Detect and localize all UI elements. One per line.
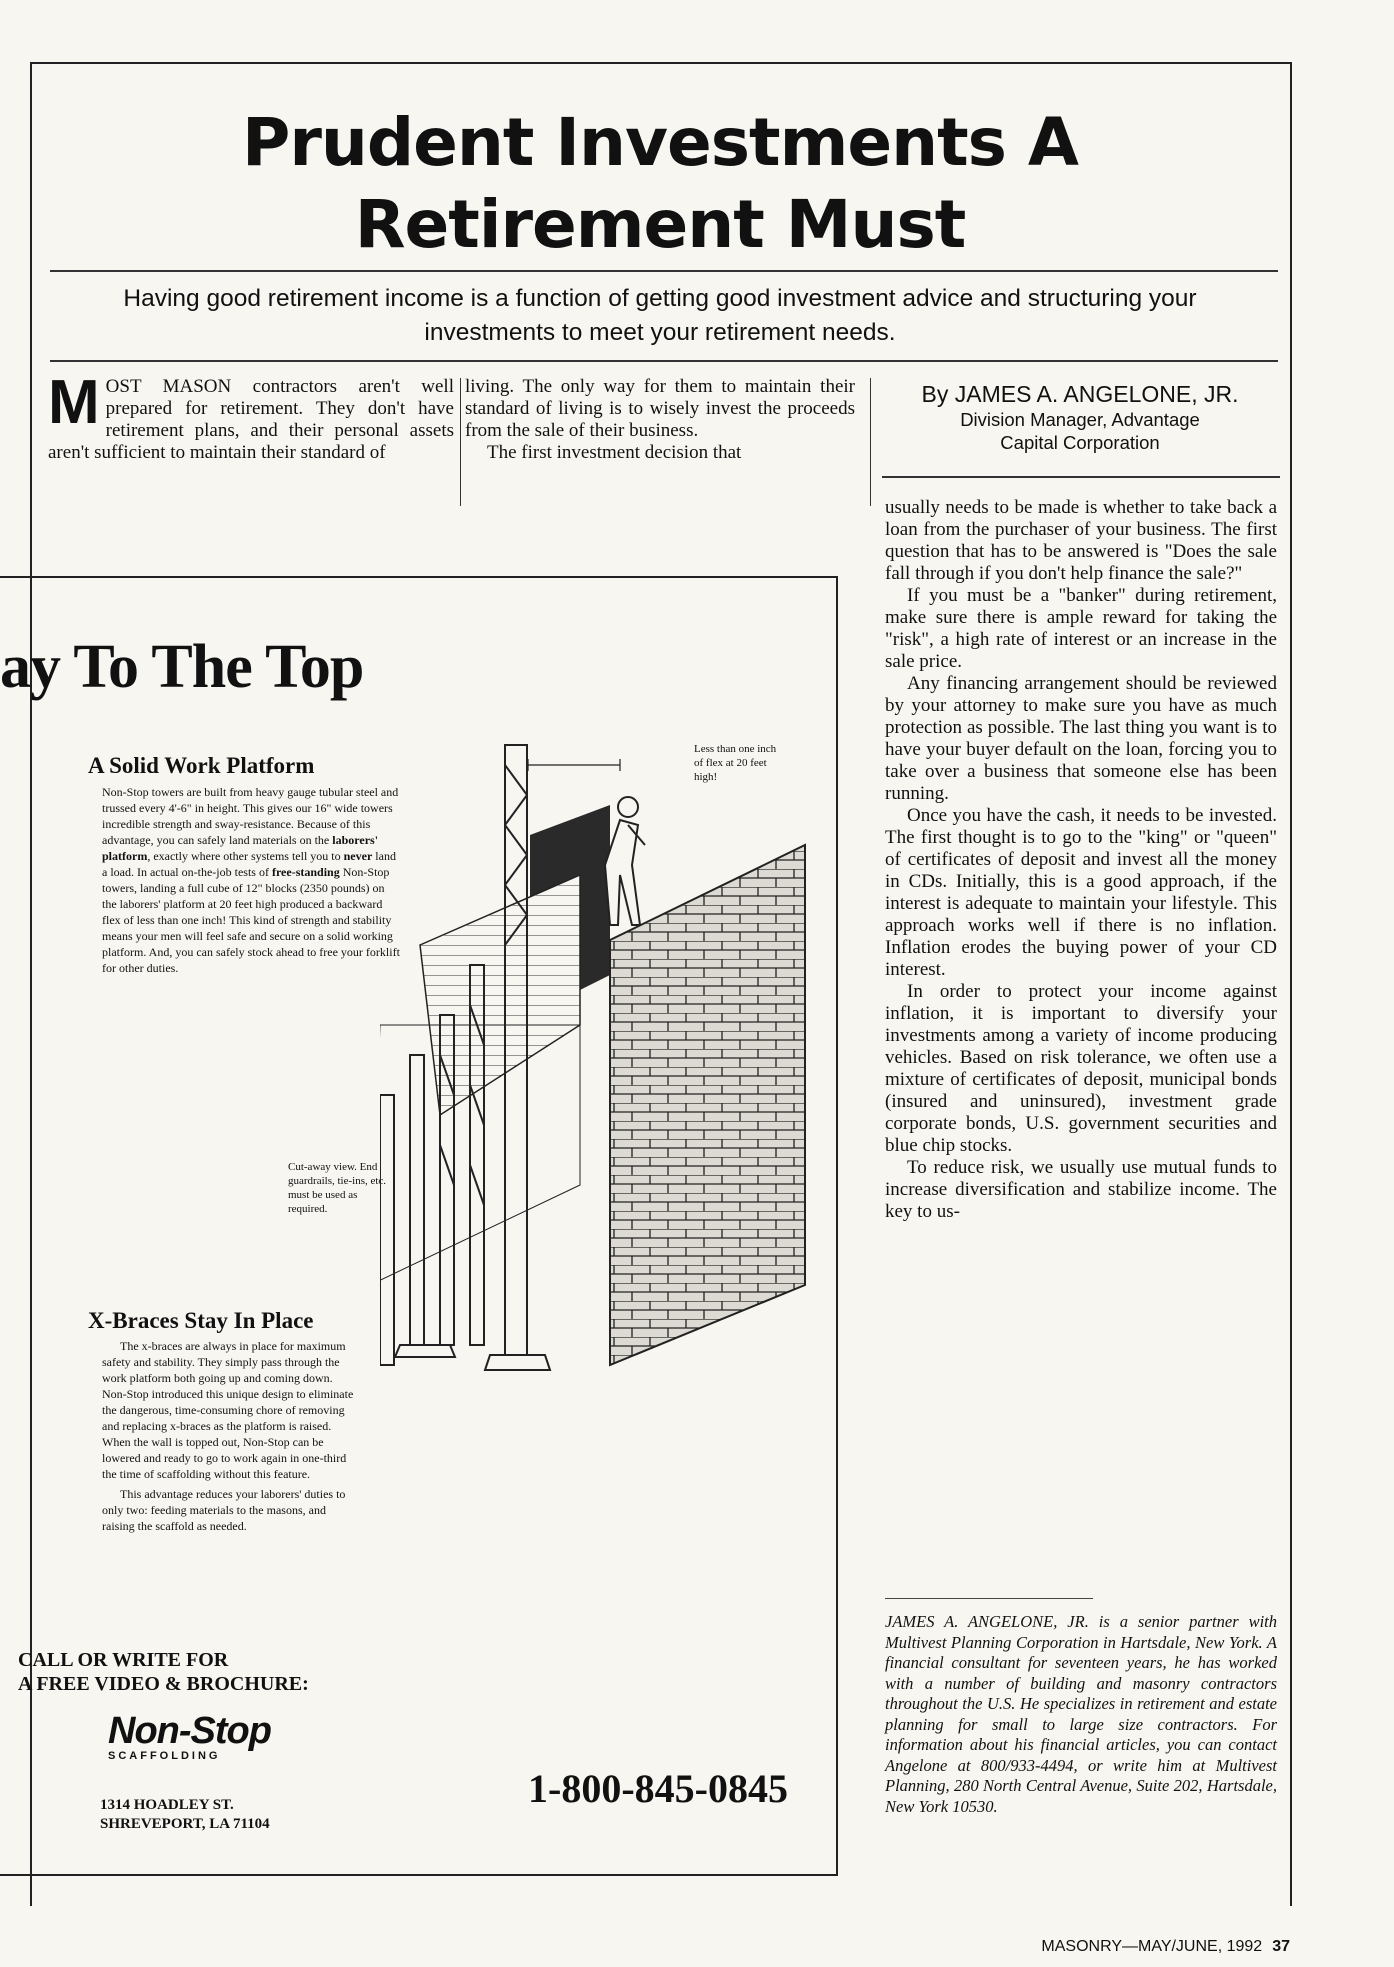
logo-wordmark: Non-Stop [108, 1710, 271, 1752]
paragraph: If you must be a "banker" during retirement, make sure there is ample reward for taking the "risk", a high rate of interest or an increase in the sale price. [885, 585, 1277, 672]
paragraph: usually needs to be made is whether to take back a loan from the purchaser of your business. The first question that has to be answered is "Does the sale fall through if you don't help finance the sale?" [885, 497, 1277, 584]
logo-subtitle: SCAFFOLDING [108, 1750, 221, 1762]
work-platform [420, 875, 580, 1115]
column-1-text: contractors aren't well prepared for retirement. They don't have retirement plans, and their personal assets aren't sufficient to maintain their standard of [48, 376, 454, 463]
byline-title-2: Capital Corporation [1000, 432, 1160, 453]
column-divider [870, 378, 871, 506]
page-footer [1041, 1938, 1290, 1956]
bio-rule [885, 1598, 1093, 1599]
article-column-2 [465, 376, 855, 464]
ad-cta-line-2: A FREE VIDEO & BROCHURE: [18, 1673, 309, 1695]
column-2-text: living. The only way for them to maintain their standard of living is to wisely invest the proceeds from the sale of their business. [465, 376, 855, 441]
worker-figure [605, 797, 645, 925]
scaffold-illustration [380, 725, 830, 1375]
ad-section-1-body [102, 784, 400, 976]
paragraph: In order to protect your income against inflation, it is important to diversify your investments among a variety of income producing vehicles. Based on risk tolerance, we often use a mixture of certificates of deposit, municipal bonds (insured and uninsured), investment grade corporate bonds, U.S. government securities and blue chip stocks. [885, 981, 1277, 1156]
deck-subtitle: Having good retirement income is a function of getting good investment advice and structuring your investments to meet your retirement needs. [123, 285, 1197, 346]
scaffold-towers [380, 745, 527, 1365]
ad-section-1-text: Non-Stop towers, landing a full cube of 12" blocks (2350 pounds) on the laborers' platform at 20 feet high produced a backward flex of less than one inch! This kind of strength and stability means your men will feel safe and secure on a solid working platform. And, you can safely stock ahead to free your forklift for other duties. [102, 865, 400, 975]
ad-section-1-title: A Solid Work Platform [88, 753, 315, 778]
article-column-3 [885, 497, 1277, 1223]
ad-bold-text: free-standing [271, 865, 340, 879]
publication-info: MASONRY—MAY/JUNE, 1992 [1041, 1938, 1263, 1955]
headline [60, 102, 1260, 266]
ad-section-2-body [102, 1338, 360, 1534]
ad-section-1-text: , exactly where other systems tell you to [147, 849, 344, 863]
article-column-1 [48, 368, 454, 464]
lead-in: OST MASON [105, 376, 232, 397]
deck-rule [50, 360, 1278, 362]
ad-section-2-para-1: The x-braces are always in place for maximum safety and stability. They simply pass through the work platform both going up and coming down. Non-Stop introduced this unique design to eliminate the dangerous, time-consuming chore of removing and replacing x-braces as the platform is raised. When the wall is topped out, Non-Stop can be lowered and ready to go to work again in one-third the time of scaffolding without this feature. [102, 1339, 354, 1481]
paragraph: To reduce risk, we usually use mutual funds to increase diversification and stabilize income. The key to us- [885, 1157, 1277, 1222]
ad-section-1-text: land a load. In actual on-the-job tests of [102, 849, 396, 879]
ad-caption-flex: Less than one inch of flex at 20 feet high! [694, 743, 777, 783]
ad-call-to-action [18, 1648, 309, 1696]
byline [880, 380, 1280, 454]
ad-caption-cutaway: Cut-away view. End guardrails, tie-ins, etc. must be used as required. [288, 1161, 387, 1215]
page-number: 37 [1272, 1938, 1290, 1955]
ad-phone-number: 1-800-845-0845 [528, 1766, 788, 1811]
paragraph: Once you have the cash, it needs to be invested. The first thought is to go to the "king" or "queen" of certificates of deposit and invest all the money in CDs. Initially, this is a good approach, if the interest is adequate to maintain your lifestyle. This approach works well if there is no inflation. Inflation erodes the buying power of your CD interest. [885, 805, 1277, 980]
paragraph: Any financing arrangement should be reviewed by your attorney to make sure you have as much protection as possible. The last thing you want is to have your buyer default on the loan, forcing you to take over a business that someone else has been running. [885, 673, 1277, 804]
byline-name: By JAMES A. ANGELONE, JR. [921, 381, 1239, 407]
ad-address [100, 1796, 270, 1834]
byline-title-1: Division Manager, Advantage [960, 409, 1200, 430]
ad-section-2-para-2: This advantage reduces your laborers' duties to only two: feeding materials to the masons, and raising the scaffold as needed. [102, 1487, 346, 1533]
author-bio: JAMES A. ANGELONE, JR. is a senior partner with Multivest Planning Corporation in Hartsdale, New York. A financial consultant for seventeen years, he has worked with a number of building and masonry contractors throughout the U.S. He specializes in retirement and estate planning for small to large size contractors. For information about his financial articles, you can contact Angelone at 800/933-4494, or write him at Multivest Planning, 280 North Central Avenue, Suite 202, Hartsdale, New York 10530. [885, 1612, 1277, 1816]
ad-bold-text: never [343, 849, 373, 863]
ad-address-line-1: 1314 HOADLEY ST. [100, 1797, 234, 1813]
headline-rule [50, 270, 1278, 272]
headline-line-2: Retirement Must [354, 186, 966, 263]
ad-headline: ay To The Top [0, 633, 364, 701]
ad-cta-line-1: CALL OR WRITE FOR [18, 1649, 229, 1671]
byline-rule [882, 476, 1280, 478]
ad-section-1-text: Non-Stop towers are built from heavy gauge tubular steel and trussed every 4'-6" in height. This gives our 16" wide towers incredible strength and sway-resistance. Because of this advantage, you can safely land materials on the [102, 785, 399, 847]
flex-dimension-line [528, 759, 620, 771]
ad-bold-text: laborers' platform [102, 833, 379, 863]
column-2-para-2: The first investment decision that [487, 442, 742, 463]
column-divider [460, 378, 461, 506]
non-stop-logo [108, 1712, 271, 1762]
headline-line-1: Prudent Investments A [241, 104, 1078, 181]
drop-cap: M [48, 368, 100, 437]
ad-section-2-title: X-Braces Stay In Place [88, 1308, 314, 1333]
ad-address-line-2: SHREVEPORT, LA 71104 [100, 1816, 270, 1832]
